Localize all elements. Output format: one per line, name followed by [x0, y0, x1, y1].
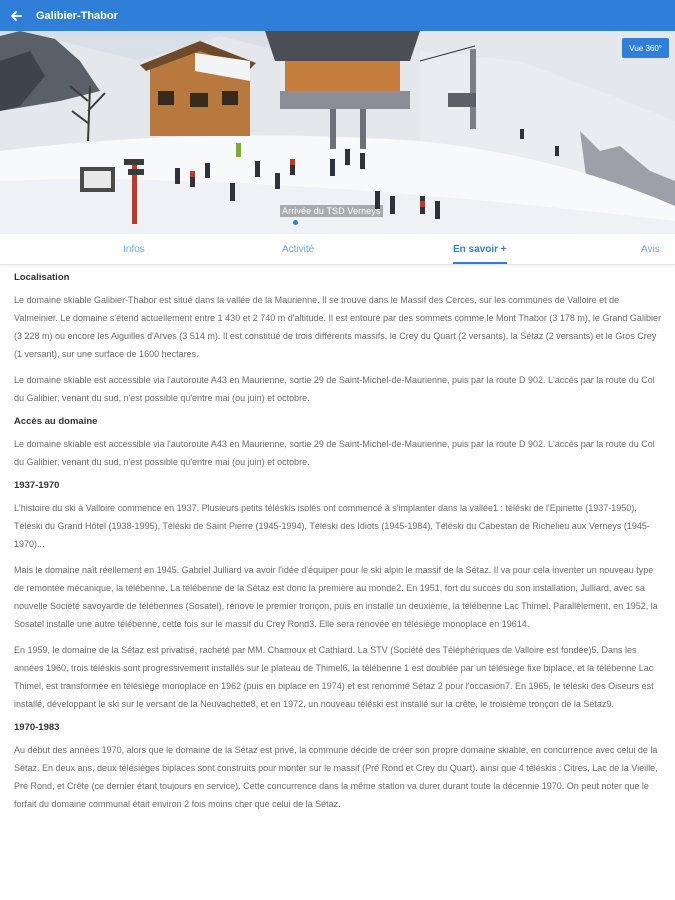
- paragraph: Mais le domaine naît réellement en 1945. Gabriel Julliard va avoir l'idée d'équiper pour le ski alpin le massif de la Sétaz. Il va pour cela inventer un nouveau type de remontée mécanique, la télébenne. La télébenne de la Sétaz est donc la première au monde2. En 1951, fort du succès du son installation, Julliard, avec sa nouvelle Société savoyarde de télébennes (Sosatel), rénove le premier tronçon, puis en installe un deuxième, la télébenne Lac Thimel. Parallèlement, en 1952, la Sosatel installe une autre télébenne, cette fois sur le massif du Crey Rond3. Elle sera rénovée en télésiège monoplace en 19614.: [14, 565, 658, 629]
- tab-avis[interactable]: Avis: [641, 244, 660, 255]
- paragraph: L'histoire du ski à Valloire commence en 1937. Plusieurs petits téléskis isolés ont commencé à s'implanter dans la vallée1 : téléski de l'Epinette (1937-1950), Téléski du Grand Hôtel (1938-1995), Téléski de Saint Pierre (1945-1994), Téléski des Idiots (1945-1984), Téléski du Cabestan de Richelieu aux Verneys (1945-1970)...: [14, 503, 650, 549]
- section-heading: 1937-1970: [14, 480, 60, 491]
- paragraph: En 1959, le domaine de la Sétaz est privatisé, racheté par MM. Chamoux et Cathiard. La STV (Société des Téléphériques de Valloire est fondée)5. Dans les années 1960, trois téléskis sont progressivement installés sur le plateau de Thimel6, la télébenne 1 est doublée par un télésiège fixe biplace, et la télébenne Lac Thimel, est transformée en télésiège monoplace en 1962 (puis en biplace en 1974) et est renommé Sétaz 2 pour l'occasion7. En 1965, le téléski des Oiseurs est installé, développant le ski sur le versant de la Neuvachette8, et en 1972, un nouveau téléski est installé sur la crête, le troisième tronçon de la Sétaz9.: [14, 645, 654, 709]
- photo-caption: Arrivée du TSD Verneys: [282, 206, 381, 216]
- section-heading: Localisation: [14, 272, 70, 283]
- app-bar: [0, 0, 675, 31]
- paragraph: Le domaine skiable Galibier-Thabor est situé dans la vallée de la Maurienne. Il se trouve dans le Massif des Cerces, sur les communes de Valloire et de Valmeinier. Le domaine s'étend actuellement entre 1 430 et 2 740 m d'altitude. Il est entouré par des sommets comme le Mont Thabor (3 178 m), le Grand Galibier (3 228 m) ou encore les Aiguilles d'Arves (3 514 m). Il est constitué de trois différents massifs, le Crey du Quart (2 versants), la Sétaz (2 versants) et le Gros Crey (1 versant), sur une surface de 1600 hectares.: [14, 295, 661, 359]
- hero-photo[interactable]: [0, 31, 675, 234]
- app-title: Galibier-Thabor: [36, 9, 118, 22]
- arrow-left-icon: [10, 10, 22, 22]
- section-heading: Accès au domaine: [14, 416, 98, 427]
- carousel-dot[interactable]: [293, 220, 298, 225]
- paragraph: Le domaine skiable est accessible via l'autoroute A43 en Maurienne, sortie 29 de Saint-Michel-de-Maurienne, puis par la route D 902. L'accès par la route du Col du Galibier, venant du sud, n'est possible qu'entre mai (ou juin) et octobre.: [14, 375, 655, 403]
- paragraph: Le domaine skiable est accessible via l'autoroute A43 en Maurienne, sortie 29 de Saint-Michel-de-Maurienne, puis par la route D 902. L'accès par la route du Col du Galibier, venant du sud, n'est possible qu'entre mai (ou juin) et octobre.: [14, 439, 655, 467]
- ski-slope-photo: [0, 31, 675, 234]
- article-content: [14, 271, 662, 821]
- tab-bar: [0, 234, 675, 265]
- tab-infos[interactable]: Infos: [123, 244, 145, 255]
- vr-360-button[interactable]: Vue 360°: [622, 38, 669, 58]
- paragraph: Au début des années 1970, alors que le domaine de la Sétaz est privé, la commune décide de créer son propre domaine skiable, en concurrence avec celui de la Sétaz. En deux ans, deux télésièges biplaces sont construits pour monter sur le massif (Pré Rond et Crey du Quart), ainsi que 4 téléskis : Citres, Lac de la Vieille, Pré Rond, et Crête (ce dernier étant toujours en service). Cette concurrence dans la même station va durer durant toute la décennie 1970. On peut noter que le forfait du domaine communal était environ 2 fois moins cher que celui de la Sétaz.: [14, 745, 658, 809]
- section-heading: 1970-1983: [14, 722, 60, 733]
- tab-en-savoir-plus[interactable]: En savoir +: [453, 234, 507, 265]
- tab-activite[interactable]: Activité: [282, 244, 315, 255]
- back-button[interactable]: [0, 0, 32, 31]
